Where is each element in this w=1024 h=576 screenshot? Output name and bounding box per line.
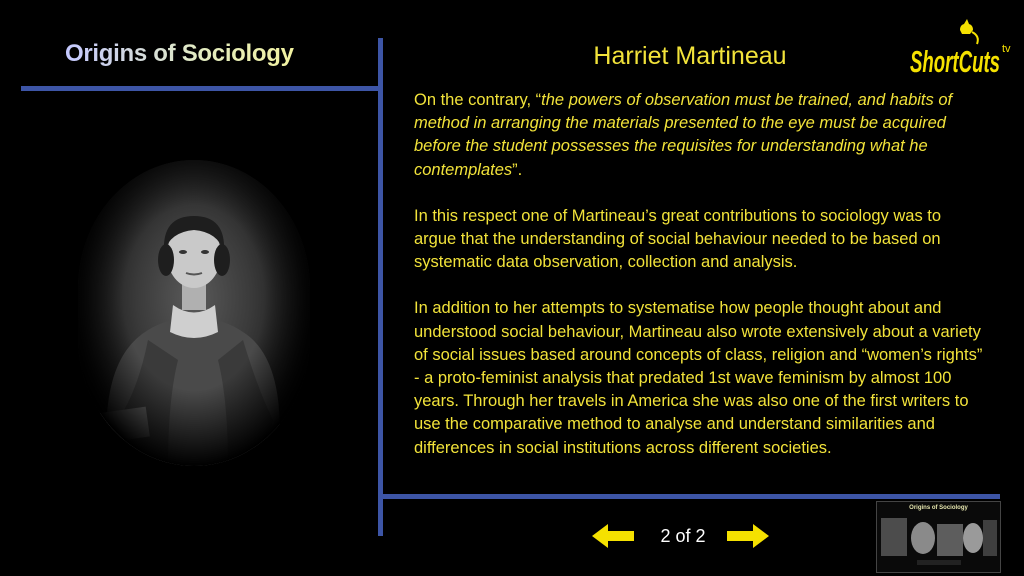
quote-outro: ”. — [512, 160, 523, 179]
content-area — [414, 89, 986, 483]
bottom-divider — [378, 494, 1000, 499]
arrow-left-icon — [592, 524, 634, 548]
quote-intro: On the contrary, “ — [414, 91, 542, 109]
logo-suffix: tv — [1002, 43, 1011, 55]
paragraph-contributions: In this respect one of Martineau’s great contributions to sociology was to argue that the understanding of social behaviour needed to be based on systematic data observation, collection and analysis. — [414, 206, 942, 272]
thumbnail-image — [877, 502, 1000, 572]
top-divider — [21, 86, 381, 91]
slide-title: Origins of Sociology — [65, 40, 294, 67]
prev-slide-button[interactable] — [592, 524, 634, 548]
paragraph-social-issues: In addition to her attempts to systematise how people thought about and understood social behaviour, Martineau also wrote extensively about a variety of social issues based around concepts of class, religion and “women’s rights” - a proto-feminist analysis that predated 1st wave feminism by almost 100 years. Through her travels in America she was also one of the first writers to use the comparative method to analyse and understand similarities and differences in social institutions across different societies. — [414, 299, 983, 457]
portrait-image — [78, 160, 310, 466]
page-indicator: 2 of 2 — [660, 526, 706, 546]
section-heading: Harriet Martineau — [593, 42, 787, 70]
cat-icon — [960, 19, 973, 34]
quote-text: the powers of observation must be trained, and habits of method in arranging the materials presented to the eye must be acquired before the student possesses the requisites for understanding what he contemplates — [414, 91, 953, 179]
quote-paragraph — [414, 89, 986, 182]
shortcuts-logo — [906, 18, 1018, 78]
arrow-right-icon — [727, 524, 769, 548]
thumbnail-title: Origins of Sociology — [909, 505, 968, 511]
next-slide-button[interactable] — [727, 524, 769, 548]
video-thumbnail[interactable] — [876, 501, 1001, 573]
vertical-divider — [378, 38, 383, 536]
logo-wordmark: ShortCuts — [910, 44, 1000, 78]
